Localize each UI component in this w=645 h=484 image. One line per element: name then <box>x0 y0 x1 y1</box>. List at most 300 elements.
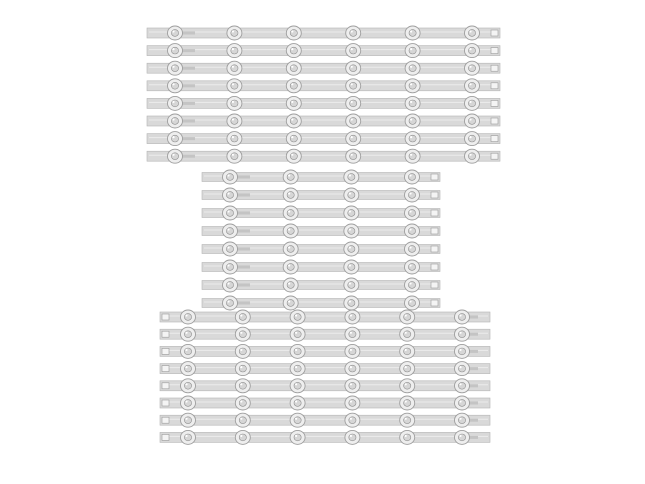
led-lens-glint <box>349 174 351 176</box>
led-lens-core <box>349 417 356 424</box>
led-lens-core <box>349 434 356 441</box>
led-lens-glint <box>240 435 242 437</box>
led-lens-core <box>408 246 415 253</box>
led-lens-glint <box>185 383 187 385</box>
led-lens-glint <box>469 154 471 156</box>
led-lens-core <box>409 135 416 142</box>
led-lens-glint <box>410 101 412 103</box>
led-strip <box>147 114 500 128</box>
led-lens-core <box>171 153 178 160</box>
led-strip <box>160 396 490 410</box>
led-lens-core <box>458 365 465 372</box>
led-lens-glint <box>469 136 471 138</box>
strip-connector <box>431 246 438 252</box>
led-lens-glint <box>469 101 471 103</box>
led-lens-glint <box>232 136 234 138</box>
led-lens-core <box>226 264 233 271</box>
led-lens-core <box>290 153 297 160</box>
led-lens-core <box>184 365 191 372</box>
strip-connector <box>162 348 169 354</box>
led-lens-glint <box>405 366 407 368</box>
strip-body <box>160 346 490 356</box>
strip-body <box>147 81 500 91</box>
strip-connector <box>162 383 169 389</box>
led-lens-core <box>239 348 246 355</box>
led-lens-core <box>239 331 246 338</box>
led-lens-glint <box>409 228 411 230</box>
led-lens-core <box>349 331 356 338</box>
led-lens-core <box>171 47 178 54</box>
led-strip <box>160 310 490 324</box>
strip-connector <box>431 228 438 234</box>
led-lens-glint <box>459 349 461 351</box>
led-lens-core <box>239 314 246 321</box>
led-lens-glint <box>227 300 229 302</box>
led-lens-core <box>350 82 357 89</box>
led-lens-core <box>171 82 178 89</box>
led-lens-glint <box>172 118 174 120</box>
led-lens-core <box>350 135 357 142</box>
led-lens-core <box>408 300 415 307</box>
led-lens-core <box>294 434 301 441</box>
led-lens-core <box>294 382 301 389</box>
led-strip <box>147 79 500 93</box>
led-lens-glint <box>240 418 242 420</box>
led-lens-core <box>404 417 411 424</box>
led-lens-core <box>239 400 246 407</box>
led-lens-core <box>231 47 238 54</box>
led-lens-core <box>458 382 465 389</box>
led-lens-core <box>287 282 294 289</box>
led-lens-core <box>409 100 416 107</box>
led-lens-glint <box>172 48 174 50</box>
led-strip <box>160 430 490 444</box>
led-lens-glint <box>288 174 290 176</box>
led-strip <box>160 379 490 393</box>
led-lens-glint <box>172 154 174 156</box>
led-lens-glint <box>410 30 412 32</box>
led-strip <box>147 149 500 163</box>
led-lens-glint <box>459 366 461 368</box>
led-lens-glint <box>410 154 412 156</box>
led-lens-core <box>294 314 301 321</box>
led-lens-glint <box>351 154 353 156</box>
led-lens-core <box>409 47 416 54</box>
strip-connector <box>162 314 169 320</box>
strip-connector <box>491 83 498 89</box>
led-lens-glint <box>410 118 412 120</box>
led-lens-glint <box>405 349 407 351</box>
led-lens-glint <box>405 383 407 385</box>
led-lens-core <box>184 417 191 424</box>
led-lens-glint <box>409 192 411 194</box>
led-lens-core <box>349 348 356 355</box>
led-lens-core <box>404 348 411 355</box>
led-lens-glint <box>232 48 234 50</box>
led-lens-core <box>290 47 297 54</box>
led-lens-core <box>404 434 411 441</box>
strip-connector <box>162 331 169 337</box>
led-lens-core <box>348 282 355 289</box>
led-lens-core <box>231 153 238 160</box>
strip-connector <box>162 400 169 406</box>
led-lens-glint <box>459 332 461 334</box>
strip-body <box>147 134 500 144</box>
led-lens-core <box>349 314 356 321</box>
led-lens-glint <box>291 66 293 68</box>
led-lens-core <box>226 246 233 253</box>
led-lens-core <box>171 135 178 142</box>
led-lens-glint <box>288 192 290 194</box>
strip-connector <box>431 282 438 288</box>
strip-body <box>160 398 490 408</box>
strip-body <box>160 329 490 339</box>
led-lens-glint <box>351 101 353 103</box>
led-lens-glint <box>295 314 297 316</box>
led-lens-glint <box>469 118 471 120</box>
led-lens-glint <box>409 246 411 248</box>
strip-body <box>160 432 490 442</box>
led-lens-core <box>184 348 191 355</box>
led-lens-glint <box>295 366 297 368</box>
led-lens-core <box>239 434 246 441</box>
strip-connector <box>491 30 498 36</box>
led-lens-glint <box>288 300 290 302</box>
led-lens-glint <box>240 314 242 316</box>
led-lens-glint <box>349 228 351 230</box>
led-lens-glint <box>469 30 471 32</box>
led-lens-core <box>349 400 356 407</box>
led-lens-core <box>226 174 233 181</box>
led-lens-glint <box>172 136 174 138</box>
led-lens-glint <box>172 30 174 32</box>
led-lens-glint <box>405 400 407 402</box>
led-lens-core <box>226 192 233 199</box>
led-lens-glint <box>469 66 471 68</box>
strip-connector <box>431 174 438 180</box>
strip-connector <box>162 366 169 372</box>
led-lens-core <box>287 228 294 235</box>
led-lens-glint <box>291 118 293 120</box>
strip-connector <box>491 153 498 159</box>
led-lens-glint <box>291 30 293 32</box>
led-lens-glint <box>185 349 187 351</box>
led-lens-core <box>350 100 357 107</box>
led-lens-core <box>231 82 238 89</box>
led-lens-glint <box>240 400 242 402</box>
led-lens-core <box>348 192 355 199</box>
led-lens-core <box>350 118 357 125</box>
led-lens-glint <box>351 66 353 68</box>
led-lens-glint <box>240 349 242 351</box>
led-lens-core <box>348 300 355 307</box>
strip-body <box>147 151 500 161</box>
led-lens-glint <box>185 400 187 402</box>
led-lens-glint <box>291 154 293 156</box>
led-lens-core <box>226 300 233 307</box>
led-strip <box>147 132 500 146</box>
led-lens-glint <box>410 48 412 50</box>
led-strip <box>147 96 500 110</box>
strip-connector <box>431 264 438 270</box>
led-lens-glint <box>172 101 174 103</box>
led-lens-glint <box>185 332 187 334</box>
led-lens-glint <box>350 400 352 402</box>
led-lens-glint <box>227 192 229 194</box>
led-lens-glint <box>405 332 407 334</box>
led-lens-core <box>348 228 355 235</box>
led-lens-core <box>458 348 465 355</box>
led-lens-core <box>404 382 411 389</box>
led-lens-glint <box>295 332 297 334</box>
led-lens-core <box>239 365 246 372</box>
led-lens-glint <box>409 264 411 266</box>
led-lens-core <box>409 30 416 37</box>
led-lens-core <box>290 100 297 107</box>
led-strip <box>147 44 500 58</box>
led-lens-glint <box>459 400 461 402</box>
led-lens-glint <box>350 314 352 316</box>
strip-connector <box>491 48 498 54</box>
led-lens-glint <box>351 83 353 85</box>
led-lens-glint <box>291 136 293 138</box>
led-lens-core <box>348 246 355 253</box>
led-lens-core <box>287 192 294 199</box>
led-lens-glint <box>288 210 290 212</box>
led-lens-glint <box>291 101 293 103</box>
led-lens-core <box>348 174 355 181</box>
led-lens-glint <box>350 332 352 334</box>
led-lens-glint <box>409 282 411 284</box>
led-lens-glint <box>288 228 290 230</box>
led-lens-core <box>350 65 357 72</box>
led-lens-core <box>468 153 475 160</box>
led-lens-core <box>290 82 297 89</box>
led-strip <box>160 362 490 376</box>
led-lens-glint <box>185 314 187 316</box>
led-lens-core <box>408 210 415 217</box>
led-lens-glint <box>172 66 174 68</box>
strip-body <box>160 415 490 425</box>
led-lens-core <box>287 246 294 253</box>
led-lens-core <box>287 210 294 217</box>
led-lens-core <box>231 118 238 125</box>
strip-body <box>147 28 500 38</box>
led-lens-glint <box>232 30 234 32</box>
strip-connector <box>431 300 438 306</box>
led-lens-glint <box>295 383 297 385</box>
led-lens-core <box>468 65 475 72</box>
led-lens-glint <box>405 435 407 437</box>
led-lens-core <box>226 228 233 235</box>
led-lens-core <box>348 210 355 217</box>
led-lens-core <box>408 264 415 271</box>
led-lens-glint <box>349 264 351 266</box>
led-strip <box>160 413 490 427</box>
strip-connector <box>491 136 498 142</box>
led-lens-glint <box>227 210 229 212</box>
led-lens-core <box>294 331 301 338</box>
led-lens-glint <box>410 136 412 138</box>
led-lens-core <box>226 282 233 289</box>
led-lens-core <box>171 118 178 125</box>
led-lens-glint <box>185 435 187 437</box>
led-lens-glint <box>351 118 353 120</box>
led-lens-core <box>408 192 415 199</box>
led-lens-core <box>408 282 415 289</box>
led-lens-core <box>287 264 294 271</box>
led-lens-core <box>184 400 191 407</box>
led-lens-glint <box>405 418 407 420</box>
led-lens-core <box>294 348 301 355</box>
led-lens-glint <box>349 300 351 302</box>
led-lens-core <box>239 417 246 424</box>
led-lens-core <box>294 400 301 407</box>
led-lens-glint <box>227 264 229 266</box>
led-lens-glint <box>410 66 412 68</box>
strip-connector <box>162 417 169 423</box>
led-lens-core <box>171 65 178 72</box>
led-lens-core <box>458 331 465 338</box>
strip-body <box>147 63 500 73</box>
led-lens-glint <box>288 282 290 284</box>
led-lens-glint <box>350 418 352 420</box>
led-lens-glint <box>232 101 234 103</box>
led-lens-glint <box>409 300 411 302</box>
led-lens-core <box>239 382 246 389</box>
led-lens-core <box>468 135 475 142</box>
strip-connector <box>491 100 498 106</box>
led-lens-core <box>468 82 475 89</box>
led-lens-glint <box>469 48 471 50</box>
led-lens-core <box>350 153 357 160</box>
led-strip <box>147 26 500 40</box>
led-lens-core <box>290 65 297 72</box>
led-lens-core <box>408 228 415 235</box>
led-lens-core <box>184 382 191 389</box>
led-lens-core <box>409 65 416 72</box>
strip-connector <box>431 192 438 198</box>
led-strip <box>160 344 490 358</box>
led-lens-glint <box>409 210 411 212</box>
led-lens-glint <box>295 349 297 351</box>
strip-body <box>147 46 500 56</box>
led-lens-glint <box>227 282 229 284</box>
led-lens-core <box>290 135 297 142</box>
led-lens-core <box>458 400 465 407</box>
led-lens-core <box>184 434 191 441</box>
led-lens-glint <box>459 418 461 420</box>
led-lens-core <box>468 118 475 125</box>
strip-body <box>147 98 500 108</box>
led-lens-core <box>404 331 411 338</box>
led-lens-core <box>409 153 416 160</box>
led-lens-glint <box>185 418 187 420</box>
strip-connector <box>431 210 438 216</box>
led-lens-core <box>294 365 301 372</box>
led-lens-core <box>458 417 465 424</box>
led-lens-glint <box>349 192 351 194</box>
led-lens-glint <box>185 366 187 368</box>
led-lens-core <box>468 47 475 54</box>
led-lens-glint <box>227 246 229 248</box>
led-lens-glint <box>232 83 234 85</box>
led-lens-glint <box>349 246 351 248</box>
led-lens-glint <box>240 366 242 368</box>
led-lens-core <box>231 100 238 107</box>
led-lens-core <box>350 30 357 37</box>
led-lens-glint <box>459 314 461 316</box>
strip-body <box>160 364 490 374</box>
led-lens-core <box>404 400 411 407</box>
led-lens-glint <box>350 349 352 351</box>
led-lens-glint <box>232 66 234 68</box>
led-lens-glint <box>351 136 353 138</box>
led-lens-glint <box>459 383 461 385</box>
led-lens-glint <box>227 174 229 176</box>
led-lens-glint <box>291 48 293 50</box>
led-lens-glint <box>349 282 351 284</box>
led-lens-glint <box>227 228 229 230</box>
led-lens-core <box>458 434 465 441</box>
led-strip <box>160 327 490 341</box>
led-lens-glint <box>410 83 412 85</box>
led-lens-glint <box>405 314 407 316</box>
led-lens-core <box>226 210 233 217</box>
led-lens-glint <box>351 30 353 32</box>
led-lens-glint <box>295 400 297 402</box>
led-lens-core <box>290 118 297 125</box>
led-lens-glint <box>240 383 242 385</box>
led-lens-core <box>171 30 178 37</box>
led-lens-glint <box>240 332 242 334</box>
led-lens-glint <box>291 83 293 85</box>
led-lens-core <box>294 417 301 424</box>
led-lens-glint <box>172 83 174 85</box>
led-lens-core <box>350 47 357 54</box>
led-lens-glint <box>350 435 352 437</box>
led-lens-glint <box>469 83 471 85</box>
led-lens-glint <box>409 174 411 176</box>
led-lens-core <box>458 314 465 321</box>
led-lens-glint <box>350 383 352 385</box>
led-lens-core <box>349 382 356 389</box>
strip-body <box>160 312 490 322</box>
led-lens-core <box>231 65 238 72</box>
led-lens-core <box>184 314 191 321</box>
led-lens-core <box>468 30 475 37</box>
led-lens-core <box>349 365 356 372</box>
led-lens-glint <box>295 435 297 437</box>
led-lens-core <box>468 100 475 107</box>
led-lens-glint <box>295 418 297 420</box>
led-lens-core <box>404 365 411 372</box>
led-lens-core <box>287 300 294 307</box>
led-lens-glint <box>232 118 234 120</box>
led-lens-core <box>408 174 415 181</box>
led-lens-core <box>184 331 191 338</box>
strip-connector <box>162 434 169 440</box>
led-lens-glint <box>232 154 234 156</box>
led-strip <box>147 61 500 75</box>
strip-body <box>147 116 500 126</box>
led-lens-glint <box>288 246 290 248</box>
led-lens-core <box>171 100 178 107</box>
led-lens-core <box>231 135 238 142</box>
led-lens-core <box>287 174 294 181</box>
strip-body <box>160 381 490 391</box>
led-lens-core <box>231 30 238 37</box>
